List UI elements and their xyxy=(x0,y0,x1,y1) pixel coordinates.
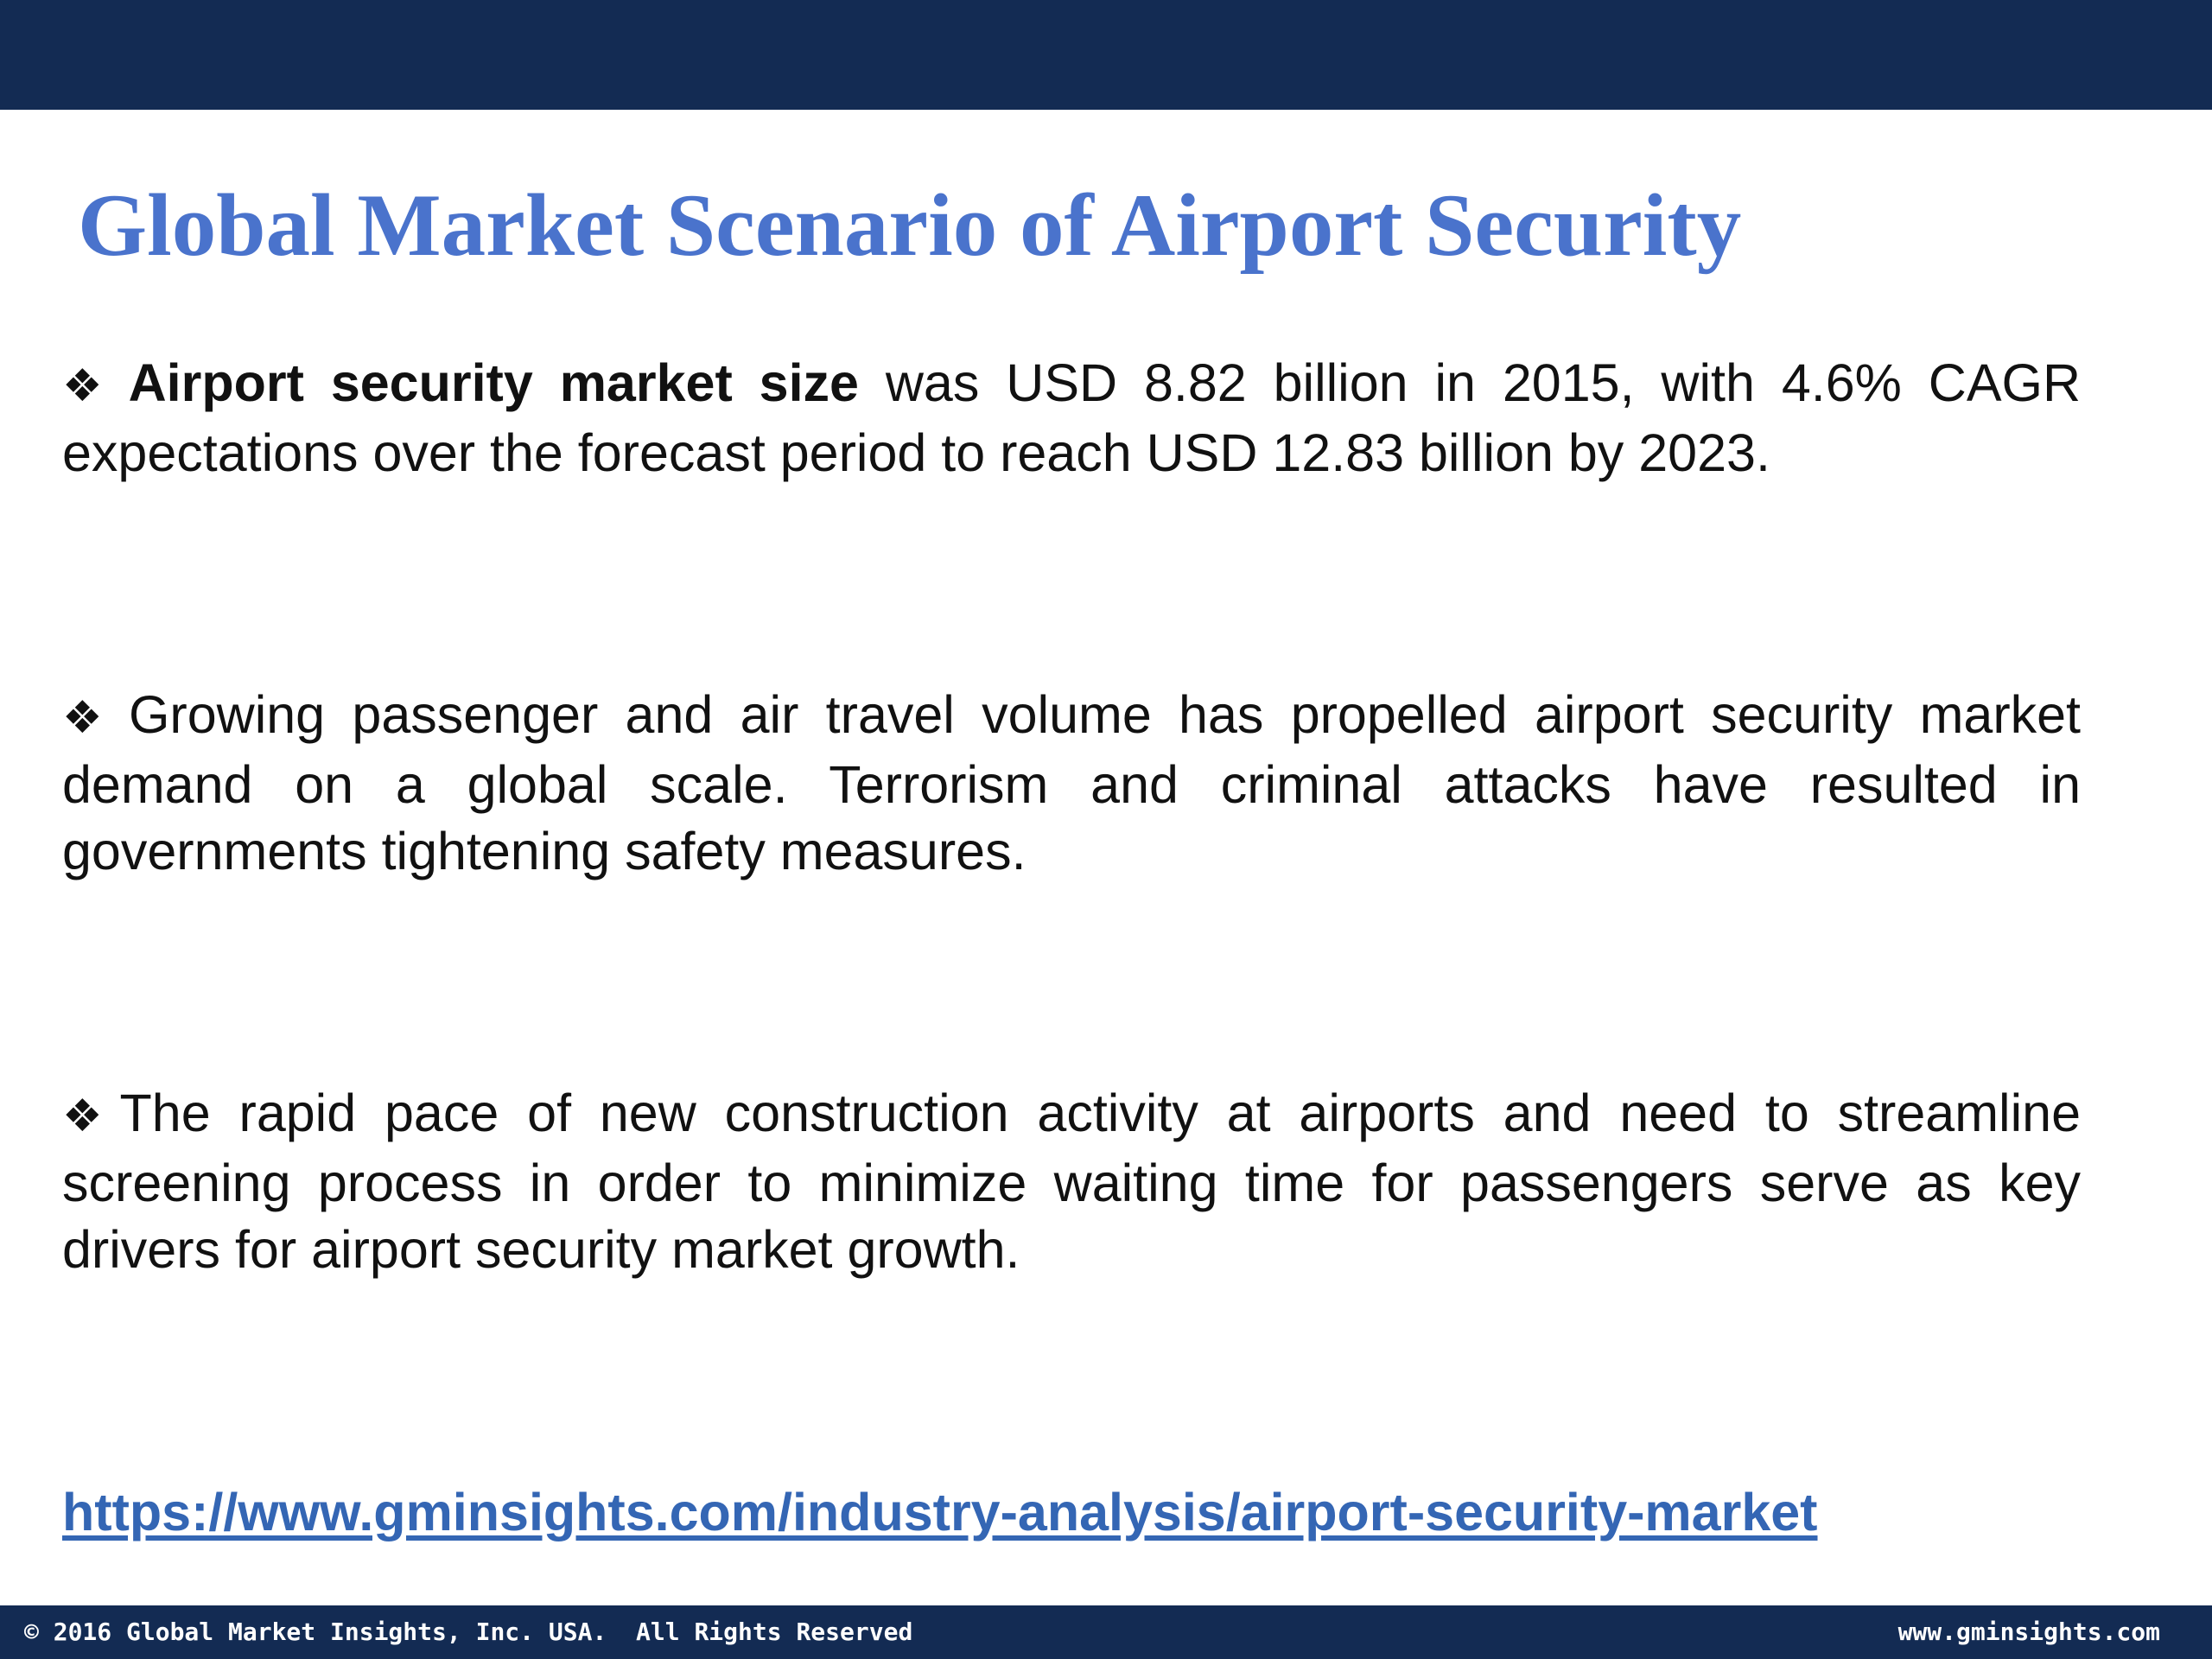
bullet-text: Growing passenger and air travel volume has propelled airport security market demand on a global scale. Terrorism and criminal attacks have resulted in governments tightening safety measures. xyxy=(62,685,2082,880)
bullet-text: The rapid pace of new construction activity at airports and need to streamline screening process in order to minimize waiting time for passengers serve as key drivers for airport security market growth. xyxy=(62,1084,2081,1279)
bullet-construction-activity xyxy=(62,1080,2081,1283)
bullet-text: was USD 8.82 billion in 2015, with 4.6% CAGR expectations over the forecast period to reach USD 12.83 billion by 2023. xyxy=(62,353,2082,482)
footer-copyright: © 2016 Global Market Insights, Inc. USA. All Rights Reserved xyxy=(24,1618,913,1646)
header-bar xyxy=(0,0,2212,110)
bullet-bold-lead: Airport security market size xyxy=(128,353,859,412)
bullet-passenger-growth xyxy=(62,682,2081,885)
footer-bar xyxy=(0,1605,2212,1659)
slide-title: Global Market Scenario of Airport Security xyxy=(78,176,1742,275)
footer-website: www.gminsights.com xyxy=(1897,1618,2160,1646)
bullet-market-size xyxy=(62,350,2081,486)
bullet-diamond-icon: ❖ xyxy=(62,692,115,744)
bullet-diamond-icon: ❖ xyxy=(62,360,115,412)
source-link[interactable]: https://www.gminsights.com/industry-analysis/airport-security-market xyxy=(62,1483,1818,1541)
bullet-diamond-icon: ❖ xyxy=(62,1090,117,1142)
